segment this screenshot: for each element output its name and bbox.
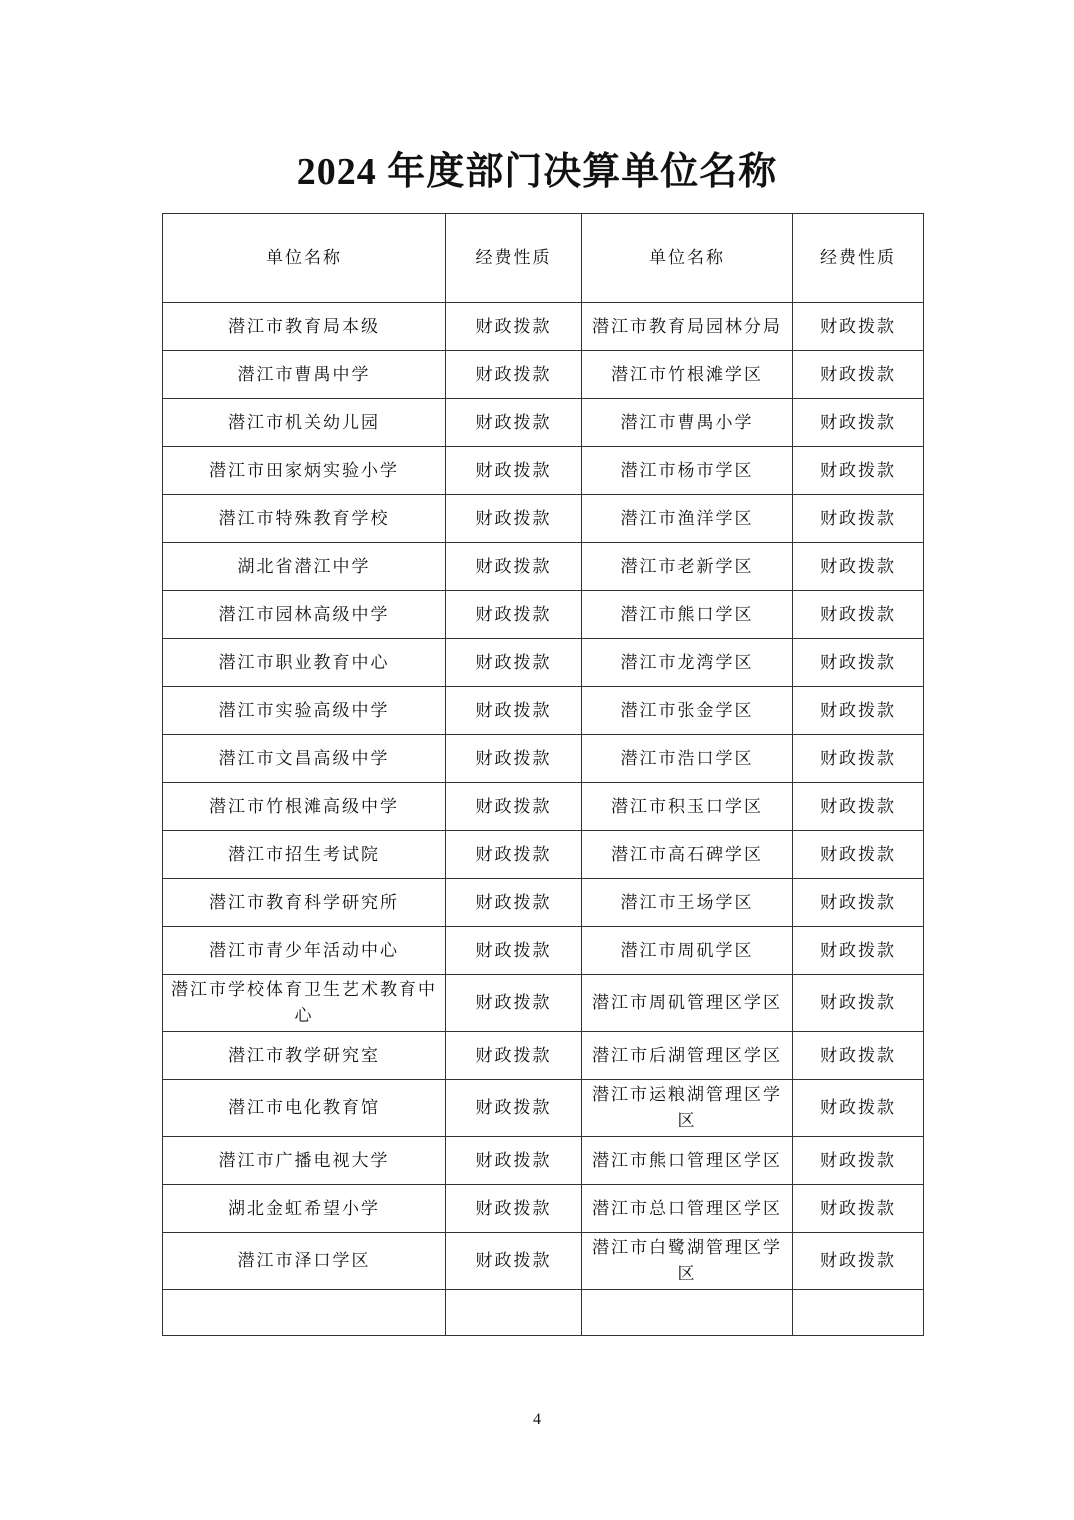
empty-cell — [163, 1290, 446, 1336]
unit-name-cell: 潜江市学校体育卫生艺术教育中心 — [163, 975, 446, 1032]
unit-name-cell: 潜江市广播电视大学 — [163, 1137, 446, 1185]
header-funding-type: 经费性质 — [446, 214, 582, 303]
unit-name-cell: 潜江市田家炳实验小学 — [163, 447, 446, 495]
unit-name-cell: 潜江市白鹭湖管理区学区 — [582, 1233, 793, 1290]
empty-table-row — [163, 1290, 924, 1336]
table-row — [163, 1137, 924, 1185]
unit-name-cell: 潜江市后湖管理区学区 — [582, 1032, 793, 1080]
unit-name-cell: 潜江市浩口学区 — [582, 735, 793, 783]
unit-name-cell: 潜江市青少年活动中心 — [163, 927, 446, 975]
unit-name-cell: 潜江市龙湾学区 — [582, 639, 793, 687]
funding-type-cell: 财政拨款 — [446, 783, 582, 831]
table-row — [163, 399, 924, 447]
unit-name-cell: 潜江市机关幼儿园 — [163, 399, 446, 447]
unit-name-cell: 潜江市教育局园林分局 — [582, 303, 793, 351]
funding-type-cell: 财政拨款 — [446, 879, 582, 927]
funding-type-cell: 财政拨款 — [446, 975, 582, 1032]
funding-type-cell: 财政拨款 — [793, 687, 924, 735]
funding-type-cell: 财政拨款 — [793, 1137, 924, 1185]
unit-name-cell: 潜江市教学研究室 — [163, 1032, 446, 1080]
funding-type-cell: 财政拨款 — [793, 351, 924, 399]
table-row — [163, 351, 924, 399]
unit-table — [162, 213, 924, 1336]
funding-type-cell: 财政拨款 — [446, 639, 582, 687]
empty-cell — [446, 1290, 582, 1336]
funding-type-cell: 财政拨款 — [446, 1233, 582, 1290]
funding-type-cell: 财政拨款 — [446, 399, 582, 447]
funding-type-cell: 财政拨款 — [446, 687, 582, 735]
unit-name-cell: 潜江市实验高级中学 — [163, 687, 446, 735]
funding-type-cell: 财政拨款 — [793, 831, 924, 879]
funding-type-cell: 财政拨款 — [793, 1185, 924, 1233]
header-unit-name: 单位名称 — [582, 214, 793, 303]
unit-name-cell: 潜江市竹根滩高级中学 — [163, 783, 446, 831]
funding-type-cell: 财政拨款 — [793, 783, 924, 831]
unit-name-cell: 潜江市杨市学区 — [582, 447, 793, 495]
unit-name-cell: 潜江市渔洋学区 — [582, 495, 793, 543]
unit-name-cell: 潜江市熊口管理区学区 — [582, 1137, 793, 1185]
table-row — [163, 927, 924, 975]
table-row — [163, 591, 924, 639]
unit-name-cell: 潜江市电化教育馆 — [163, 1080, 446, 1137]
unit-name-cell: 潜江市周矶学区 — [582, 927, 793, 975]
funding-type-cell: 财政拨款 — [446, 735, 582, 783]
table-row — [163, 879, 924, 927]
funding-type-cell: 财政拨款 — [793, 447, 924, 495]
table-row — [163, 495, 924, 543]
unit-name-cell: 潜江市职业教育中心 — [163, 639, 446, 687]
funding-type-cell: 财政拨款 — [793, 1032, 924, 1080]
unit-name-cell: 潜江市特殊教育学校 — [163, 495, 446, 543]
table-row — [163, 831, 924, 879]
unit-name-cell: 潜江市招生考试院 — [163, 831, 446, 879]
unit-name-cell: 潜江市熊口学区 — [582, 591, 793, 639]
unit-name-cell: 潜江市曹禺小学 — [582, 399, 793, 447]
unit-name-cell: 潜江市老新学区 — [582, 543, 793, 591]
table-row — [163, 1032, 924, 1080]
unit-name-cell: 潜江市文昌高级中学 — [163, 735, 446, 783]
unit-name-cell: 潜江市泽口学区 — [163, 1233, 446, 1290]
funding-type-cell: 财政拨款 — [793, 975, 924, 1032]
unit-name-cell: 潜江市园林高级中学 — [163, 591, 446, 639]
page-title: 2024 年度部门决算单位名称 — [296, 151, 778, 193]
funding-type-cell: 财政拨款 — [446, 303, 582, 351]
unit-name-cell: 潜江市高石碑学区 — [582, 831, 793, 879]
unit-name-cell: 潜江市教育局本级 — [163, 303, 446, 351]
unit-name-cell: 潜江市王场学区 — [582, 879, 793, 927]
funding-type-cell: 财政拨款 — [446, 495, 582, 543]
table-row — [163, 783, 924, 831]
unit-name-cell: 潜江市周矶管理区学区 — [582, 975, 793, 1032]
funding-type-cell: 财政拨款 — [793, 735, 924, 783]
table-row — [163, 543, 924, 591]
funding-type-cell: 财政拨款 — [793, 303, 924, 351]
unit-name-cell: 潜江市总口管理区学区 — [582, 1185, 793, 1233]
empty-cell — [582, 1290, 793, 1336]
funding-type-cell: 财政拨款 — [446, 1185, 582, 1233]
funding-type-cell: 财政拨款 — [446, 1032, 582, 1080]
funding-type-cell: 财政拨款 — [446, 1080, 582, 1137]
table-row — [163, 447, 924, 495]
table-row — [163, 1233, 924, 1290]
funding-type-cell: 财政拨款 — [793, 1233, 924, 1290]
table-row — [163, 735, 924, 783]
table-row — [163, 639, 924, 687]
funding-type-cell: 财政拨款 — [446, 351, 582, 399]
empty-cell — [793, 1290, 924, 1336]
funding-type-cell: 财政拨款 — [793, 879, 924, 927]
unit-name-cell: 湖北省潜江中学 — [163, 543, 446, 591]
funding-type-cell: 财政拨款 — [793, 543, 924, 591]
funding-type-cell: 财政拨款 — [446, 447, 582, 495]
funding-type-cell: 财政拨款 — [446, 591, 582, 639]
funding-type-cell: 财政拨款 — [793, 591, 924, 639]
table-row — [163, 687, 924, 735]
unit-name-cell: 湖北金虹希望小学 — [163, 1185, 446, 1233]
funding-type-cell: 财政拨款 — [793, 495, 924, 543]
funding-type-cell: 财政拨款 — [793, 927, 924, 975]
table-row — [163, 975, 924, 1032]
unit-name-cell: 潜江市积玉口学区 — [582, 783, 793, 831]
header-unit-name: 单位名称 — [163, 214, 446, 303]
table-row — [163, 1080, 924, 1137]
table-header-row — [163, 214, 924, 303]
table-row — [163, 303, 924, 351]
table-row — [163, 1185, 924, 1233]
unit-name-cell: 潜江市运粮湖管理区学区 — [582, 1080, 793, 1137]
unit-name-cell: 潜江市张金学区 — [582, 687, 793, 735]
unit-name-cell: 潜江市曹禺中学 — [163, 351, 446, 399]
funding-type-cell: 财政拨款 — [793, 399, 924, 447]
funding-type-cell: 财政拨款 — [446, 1137, 582, 1185]
unit-name-cell: 潜江市竹根滩学区 — [582, 351, 793, 399]
funding-type-cell: 财政拨款 — [446, 831, 582, 879]
page-number: 4 — [533, 1411, 541, 1428]
header-funding-type: 经费性质 — [793, 214, 924, 303]
funding-type-cell: 财政拨款 — [446, 927, 582, 975]
funding-type-cell: 财政拨款 — [793, 1080, 924, 1137]
funding-type-cell: 财政拨款 — [793, 639, 924, 687]
unit-name-cell: 潜江市教育科学研究所 — [163, 879, 446, 927]
funding-type-cell: 财政拨款 — [446, 543, 582, 591]
